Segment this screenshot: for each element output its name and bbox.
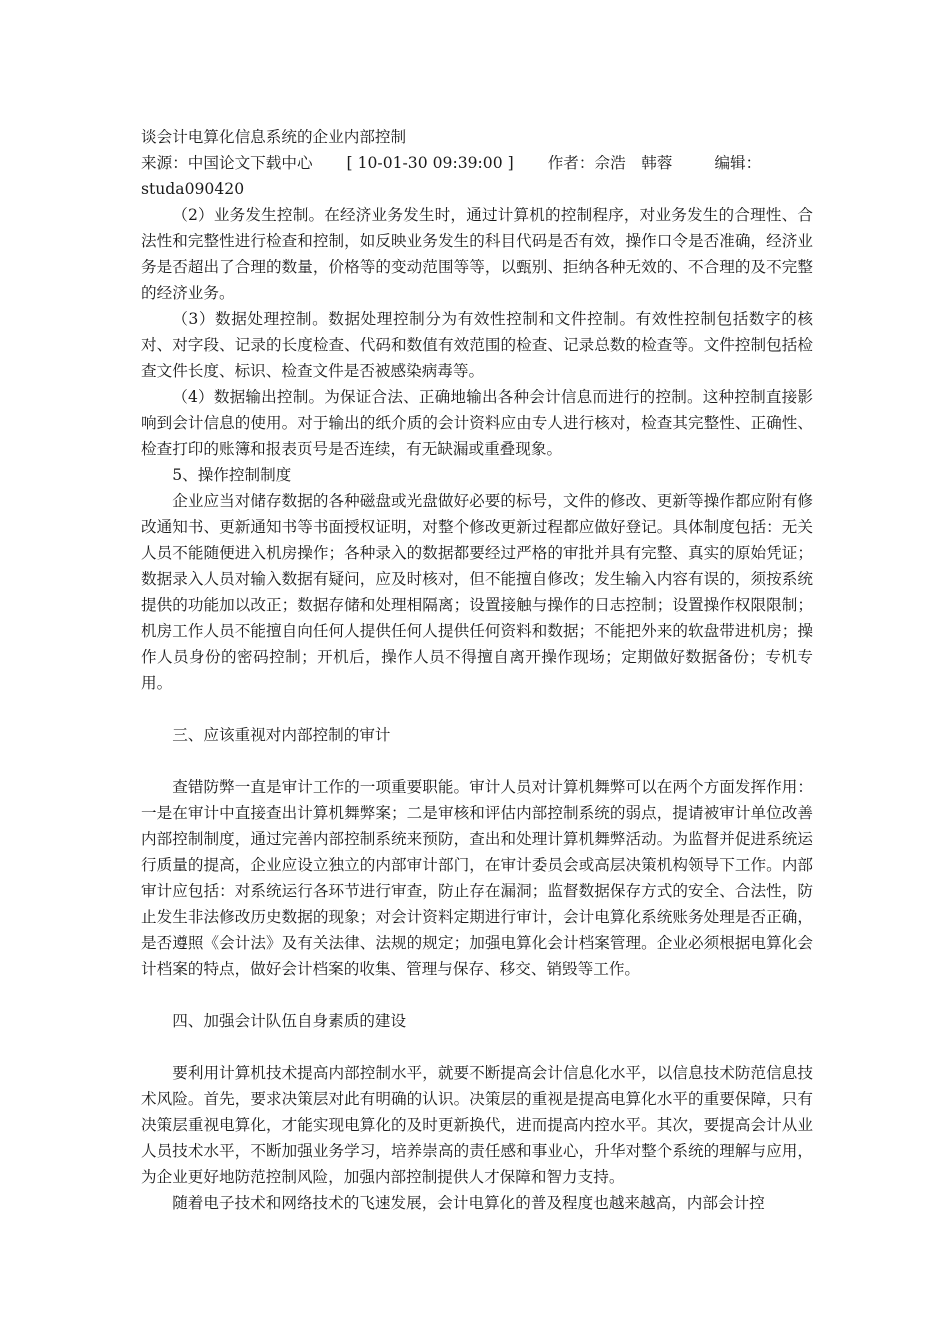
paragraph-operation-control: 企业应当对储存数据的各种磁盘或光盘做好必要的标号，文件的修改、更新等操作都应附有修改通知书、更新通知书等书面授权证明，对整个修改更新过程都应做好登记。具体制度包括：无关人员不能随便进入机房操作；各种录入的数据都要经过严格的审批并具有完整、真实的原始凭证；数据录入人员对输入数据有疑问，应及时核对，但不能擅自修改；发生输入内容有误的，须按系统提供的功能加以改正；数据存储和处理相隔离；设置接触与操作的日志控制；设置操作权限限制；机房工作人员不能擅自向任何人提供任何人提供任何资料和数据；不能把外来的软盘带进机房；操作人员身份的密码控制；开机后，操作人员不得擅自离开操作现场；定期做好数据备份；专机专用。 (141, 492, 813, 692)
heading-section-four: 四、加强会计队伍自身素质的建设 (172, 1012, 407, 1030)
meta-source: 来源：中国论文下载中心 (141, 154, 313, 172)
meta-editor-id: studa090420 (141, 180, 245, 198)
paragraph-audit: 查错防弊一直是审计工作的一项重要职能。审计人员对计算机舞弊可以在两个方面发挥作用：一是在审计中直接查出计算机舞弊案；二是审核和评估内部控制系统的弱点，提请被审计单位改善内部控制制度，通过完善内部控制系统来预防，查出和处理计算机舞弊活动。为监督并促进系统运行质量的提高，企业应设立独立的内部审计部门，在审计委员会或高层决策机构领导下工作。内部审计应包括：对系统运行各环节进行审查，防止存在漏洞；监督数据保存方式的安全、合法性，防止发生非法修改历史数据的现象；对会计资料定期进行审计，会计电算化系统账务处理是否正确，是否遵照《会计法》及有关法律、法规的规定；加强电算化会计档案管理。企业必须根据电算化会计档案的特点，做好会计档案的收集、管理与保存、移交、销毁等工作。 (141, 778, 813, 978)
paragraph-data-processing-control: （3）数据处理控制。数据处理控制分为有效性控制和文件控制。有效性控制包括数字的核对、对字段、记录的长度检查、代码和数值有效范围的检查、记录总数的检查等。文件控制包括检查文件长度、标识、检查文件是否被感染病毒等。 (141, 310, 813, 380)
blank-line (141, 748, 813, 774)
meta-date: [ 10-01-30 09:39:00 ] (346, 154, 514, 172)
paragraph-business-control: （2）业务发生控制。在经济业务发生时，通过计算机的控制程序，对业务发生的合理性、合法性和完整性进行检查和控制，如反映业务发生的科目代码是否有效，操作口令是否准确，经济业务是否超出了合理的数量，价格等的变动范围等等，以甄别、拒纳各种无效的、不合理的及不完整的经济业务。 (141, 206, 813, 302)
blank-line (141, 696, 813, 722)
article-meta (141, 150, 813, 176)
paragraph-data-output-control: （4）数据输出控制。为保证合法、正确地输出各种会计信息而进行的控制。这种控制直接影响到会计信息的使用。对于输出的纸介质的会计资料应由专人进行核对，检查其完整性、正确性、检查打印的账簿和报表页号是否连续，有无缺漏或重叠现象。 (141, 388, 813, 458)
article-title: 谈会计电算化信息系统的企业内部控制 (141, 128, 407, 146)
paragraph-closing: 随着电子技术和网络技术的飞速发展，会计电算化的普及程度也越来越高，内部会计控 (172, 1194, 765, 1212)
document-page (141, 124, 813, 1216)
meta-editor-label: 编辑： (714, 154, 762, 172)
meta-author: 作者：佘浩 韩蓉 (547, 154, 673, 172)
heading-operation-control: 5、操作控制制度 (172, 466, 292, 484)
blank-line (141, 982, 813, 1008)
heading-section-three: 三、应该重视对内部控制的审计 (172, 726, 391, 744)
paragraph-team-quality: 要利用计算机技术提高内部控制水平，就要不断提高会计信息化水平，以信息技术防范信息技术风险。首先，要求决策层对此有明确的认识。决策层的重视是提高电算化水平的重要保障，只有决策层重视电算化，才能实现电算化的及时更新换代，进而提高内控水平。其次，要提高会计从业人员技术水平，不断加强业务学习，培养崇高的责任感和事业心，升华对整个系统的理解与应用，为企业更好地防范控制风险，加强内部控制提供人才保障和智力支持。 (141, 1064, 813, 1186)
blank-line (141, 1034, 813, 1060)
